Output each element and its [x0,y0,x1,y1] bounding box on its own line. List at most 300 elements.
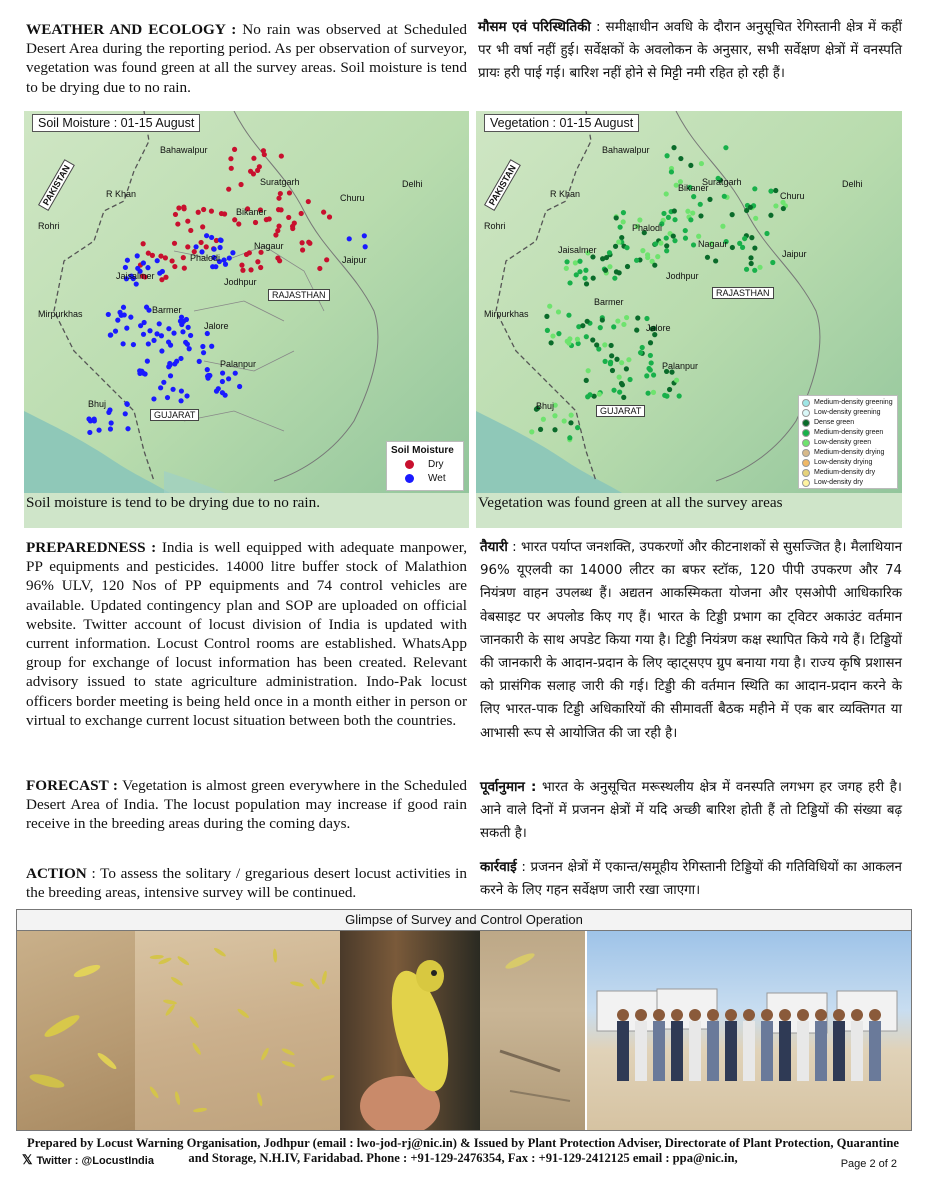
soil-sample-point [276,196,281,201]
veg-sample-point [564,259,569,264]
veg-sample-point [552,413,557,418]
soil-sample-point [300,247,305,252]
legend-dot-icon [802,479,810,487]
soil-sample-point [172,264,177,269]
photo-locusts-ground-1 [17,931,135,1130]
soil-sample-point [187,346,192,351]
veg-sample-point [698,202,703,207]
legend-dot-icon [802,459,810,467]
person-head-shape [653,1009,665,1021]
soil-sample-point [220,390,225,395]
soil-sample-point [166,364,171,369]
team-vehicles-illustration [587,931,911,1130]
person-shape [707,1021,719,1081]
veg-place-rkhan: R Khan [550,189,581,199]
veg-sample-point [607,250,612,255]
veg-sample-point [594,342,599,347]
veg-sample-point [621,210,626,215]
veg-sample-point [662,393,667,398]
soil-sample-point [217,245,222,250]
place-jodhpur: Jodhpur [224,277,257,287]
veg-sample-point [609,343,614,348]
soil-sample-point [109,420,114,425]
action-en [26,864,467,902]
soil-sample-point [155,258,160,263]
place-rohri: Rohri [38,221,60,231]
soil-sample-point [193,244,198,249]
soil-sample-point [204,233,209,238]
preparedness-text-hi: : भारत पर्याप्त जनशक्ति, उपकरणों और कीटनाशकों से सुसज्जित है। मैलाथियान 96% यूएलवी का 14000 लीटर का बफर स्टॉक, 120 पीपी उपकरण और 74 नियंत्रण वाहन उपलब्ध हैं। अद्यतन आकस्मिकता योजना और एसओपी आधिकारिक वेबसाइट पर अपलोड किए गए हैं। भारत के टिड्डी प्रभाग का ट्विटर अकाउंट वर्तमान जानकारी के साथ अपडेट किया गया है। टिड्डी नियंत्रण कक्ष स्थापित किये गये हैं। टिड्डियों की जानकारी के आदान-प्रदान के लिए व्हाट्सएप ग्रुप बनाया गया है। राज्य कृषि प्रशासन को प्रासंगिक सलाह जारी की गई। टिड्डी की वर्तमान स्थिति का आदान-प्रदान करने के लिए भारत-पाक टिड्डी अधिकारियों की सीमावर्ती बैठक महीने में एक बार व्यक्तिगत या आभासी रूप से आयोजित की जा रही है। [480,540,902,741]
soil-sample-point [216,386,221,391]
soil-sample-point [172,361,177,366]
locust-shape [193,1107,207,1113]
soil-sample-point [170,387,175,392]
soil-sample-point [363,244,368,249]
veg-sample-point [753,216,758,221]
soil-sample-point [317,266,322,271]
veg-sample-point [611,388,616,393]
soil-sample-point [171,331,176,336]
soil-sample-point [239,262,244,267]
legend-dot-icon [802,409,810,417]
veg-sample-point [635,315,640,320]
soil-sample-point [321,210,326,215]
veg-sample-point [591,276,596,281]
soil-sample-point [200,344,205,349]
locust-shape [260,1047,270,1061]
soil-sample-point [201,350,206,355]
veg-sample-point [770,260,775,265]
soil-sample-point [324,257,329,262]
soil-sample-point [125,258,130,263]
veg-sample-point [691,194,696,199]
person-head-shape [617,1009,629,1021]
veg-legend-item [802,438,894,448]
twitter-handle[interactable] [22,1152,154,1168]
veg-sample-point [615,318,620,323]
veg-sample-point [748,205,753,210]
soil-sample-point [205,331,210,336]
soil-sample-point [188,333,193,338]
soil-sample-point [163,255,168,260]
soil-sample-point [277,258,282,263]
veg-sample-point [577,269,582,274]
person-shape [797,1021,809,1081]
veg-sample-point [773,188,778,193]
soil-sample-point [276,224,281,229]
veg-legend [798,395,898,489]
veg-place-rohri: Rohri [484,221,506,231]
veg-sample-point [749,235,754,240]
place-gujarat: GUJARAT [150,409,199,421]
veg-legend-label: Low-density drying [814,459,873,466]
soil-sample-point [106,410,111,415]
locust-shape [320,1074,335,1082]
soil-sample-point [255,259,260,264]
veg-sample-point [590,254,595,259]
veg-sample-point [730,212,735,217]
soil-sample-point [121,305,126,310]
soil-sample-point [221,257,226,262]
veg-sample-point [566,313,571,318]
place-churu: Churu [340,193,365,203]
soil-sample-point [172,241,177,246]
soil-sample-point [88,418,93,423]
soil-sample-point [173,212,178,217]
soil-sample-point [236,221,241,226]
action-heading-en: ACTION [26,865,87,882]
veg-sample-point [552,427,557,432]
veg-sample-point [651,372,656,377]
soil-sample-point [201,207,206,212]
veg-sample-point [707,197,712,202]
veg-sample-point [752,186,757,191]
veg-place-palanpur: Palanpur [662,361,699,371]
veg-sample-point [634,258,639,263]
veg-sample-point [645,391,650,396]
soil-map-title: Soil Moisture : 01-15 August [32,114,200,132]
soil-legend [386,441,464,491]
weather-hi [478,16,902,86]
veg-sample-point [678,156,683,161]
veg-sample-point [720,224,725,229]
place-jalore: Jalore [204,321,229,331]
soil-sample-point [188,228,193,233]
veg-sample-point [607,264,612,269]
preparedness-text-en: India is well equipped with adequate manpower, PP equipments and pesticides. 14000 litre buffer stock of Malathion 96% ULV, 120 Nos of PP equipments and 74 control vehicles are available. Updated contingency plan and SOP are uploaded on official website. Twitter account of locust division of India is updated with current information. Locust Control rooms are established. WhatsApp group for exchange of locust information has been created. Relevant advisory issued to state agriculture administration. Indo-Pak locust officers border meeting is being held once in a month either in person or virtual to exchange current locust situation between both the countries. [26,539,467,729]
sand-locust-illustration [480,931,585,1130]
veg-sample-point [664,243,669,248]
veg-sample-point [653,241,658,246]
forecast-heading-hi: पूर्वानुमान : [480,780,537,795]
soil-sample-point [205,376,210,381]
soil-sample-point [240,268,245,273]
veg-sample-point [683,228,688,233]
veg-legend-item [802,468,894,478]
vegetation-map [476,111,902,528]
photo-locusts-sand [480,931,585,1130]
locust-swarm-illustration [135,931,340,1130]
soil-sample-point [179,315,184,320]
twitter-handle-text: Twitter : @LocustIndia [36,1155,154,1167]
veg-sample-point [619,235,624,240]
soil-sample-point [124,326,129,331]
forecast-en [26,776,467,834]
veg-sample-point [705,255,710,260]
veg-sample-point [764,231,769,236]
veg-sample-point [556,309,561,314]
veg-sample-point [748,255,753,260]
soil-sample-point [175,221,180,226]
veg-sample-point [677,393,682,398]
soil-sample-point [168,373,173,378]
veg-sample-point [644,373,649,378]
place-bahawalpur: Bahawalpur [160,145,208,155]
forecast-heading-en: FORECAST : [26,777,118,794]
veg-place-bhuj: Bhuj [536,401,555,411]
veg-legend-item [802,398,894,408]
legend-wet-label: Wet [428,473,446,484]
soil-sample-point [113,329,118,334]
veg-sample-point [567,280,572,285]
veg-sample-point [614,269,619,274]
veg-legend-item [802,458,894,468]
veg-sample-point [610,368,615,373]
legend-dot-icon [802,419,810,427]
dry-dot-icon [405,460,414,469]
veg-sample-point [749,261,754,266]
veg-sample-point [621,322,626,327]
soil-sample-point [158,253,163,258]
veg-sample-point [672,217,677,222]
veg-sample-point [608,361,613,366]
legend-dry [391,459,459,470]
veg-sample-point [584,334,589,339]
locust-illustration-1 [17,931,135,1130]
soil-legend-title: Soil Moisture [391,445,454,456]
veg-sample-point [616,239,621,244]
locust-shape [290,980,305,987]
legend-dot-icon [802,399,810,407]
place-bhuj: Bhuj [88,399,107,409]
soil-sample-point [232,147,237,152]
forecast-text-en: Vegetation is almost green everywhere in the Scheduled Desert Area of India. The locust population may increase if good rain receive in the breeding areas during the coming days. [26,777,467,833]
veg-sample-point [590,337,595,342]
soil-sample-point [141,241,146,246]
soil-sample-point [182,266,187,271]
veg-sample-point [545,328,550,333]
soil-sample-point [146,341,151,346]
veg-place-phalodi: Phalodi [632,223,663,233]
person-shape [671,1021,683,1081]
weather-text-en: No rain was observed at Scheduled Desert Area during the reporting period. As per observation of surveyor, vegetation was found green at all the survey areas. Soil moisture is tend to be drying due to no rain. [26,21,467,96]
legend-dot-icon [802,429,810,437]
veg-place-jalore: Jalore [646,323,671,333]
veg-sample-point [603,359,608,364]
veg-sample-point [620,382,625,387]
veg-sample-point [547,304,552,309]
soil-sample-point [258,265,263,270]
veg-sample-point [723,145,728,150]
soil-sample-point [200,224,205,229]
veg-place-barmer: Barmer [594,297,624,307]
photo-locusts-ground-2 [135,931,340,1130]
veg-sample-point [575,425,580,430]
survey-gallery [16,909,912,1131]
soil-sample-point [209,344,214,349]
weather-heading-hi: मौसम एवं परिस्थितिकी [478,20,591,35]
veg-legend-label: Low-density dry [814,479,864,486]
veg-sample-point [624,245,629,250]
legend-dot-icon [802,439,810,447]
veg-sample-point [742,236,747,241]
soil-sample-point [108,332,113,337]
veg-map-title: Vegetation : 01-15 August [484,114,639,132]
veg-legend-label: Medium-density dry [814,469,876,476]
person-shape [815,1021,827,1081]
veg-sample-point [637,217,642,222]
veg-sample-point [598,325,603,330]
veg-sample-point [757,265,762,270]
veg-map-caption: Vegetation was found green at all the survey areas [478,494,783,511]
soil-sample-point [204,244,209,249]
veg-sample-point [562,418,567,423]
soil-sample-point [178,356,183,361]
soil-sample-point [183,340,188,345]
soil-sample-point [125,426,130,431]
soil-sample-point [232,217,237,222]
soil-sample-point [179,388,184,393]
soil-sample-point [287,190,292,195]
veg-sample-point [609,353,614,358]
veg-sample-point [644,316,649,321]
soil-sample-point [165,395,170,400]
soil-sample-point [237,384,242,389]
veg-sample-point [583,268,588,273]
veg-sample-point [768,213,773,218]
soil-sample-point [233,371,238,376]
person-head-shape [761,1009,773,1021]
soil-sample-point [144,305,149,310]
soil-sample-point [186,325,191,330]
locust-shape [191,1042,202,1056]
veg-sample-point [619,360,624,365]
soil-sample-point [87,430,92,435]
preparedness-heading-en: PREPAREDNESS : [26,539,157,556]
soil-sample-point [141,260,146,265]
veg-sample-point [672,208,677,213]
soil-sample-point [96,428,101,433]
soil-sample-point [347,236,352,241]
veg-legend-label: Dense green [814,419,855,426]
person-head-shape [671,1009,683,1021]
veg-place-nagaur: Nagaur [698,239,728,249]
veg-sample-point [602,342,607,347]
soil-sample-point [146,251,151,256]
soil-sample-point [226,376,231,381]
person-head-shape [815,1009,827,1021]
locust-shape [256,1092,263,1107]
locust-shape [213,947,227,958]
soil-sample-point [117,310,122,315]
veg-place-delhi: Delhi [842,179,863,189]
action-hi [480,856,902,902]
soil-sample-point [228,156,233,161]
place-suratgarh: Suratgarh [260,177,300,187]
veg-sample-point [671,233,676,238]
veg-sample-point [621,219,626,224]
legend-dry-label: Dry [428,459,444,470]
veg-sample-point [658,241,663,246]
veg-sample-point [781,206,786,211]
gallery-title: Glimpse of Survey and Control Operation [17,910,911,931]
veg-sample-point [730,245,735,250]
soil-sample-point [134,281,139,286]
veg-place-pakistan: PAKISTAN [484,159,521,211]
veg-sample-point [768,189,773,194]
veg-place-gujarat: GUJARAT [596,405,645,417]
soil-sample-point [176,205,181,210]
place-jaipur: Jaipur [342,255,367,265]
veg-sample-point [661,211,666,216]
veg-sample-point [664,235,669,240]
veg-sample-point [564,266,569,271]
person-head-shape [707,1009,719,1021]
soil-sample-point [135,253,140,258]
person-head-shape [725,1009,737,1021]
legend-dot-icon [802,469,810,477]
wet-dot-icon [405,474,414,483]
veg-place-jodhpur: Jodhpur [666,271,699,281]
veg-sample-point [669,169,674,174]
veg-place-bikaner: Bikaner [678,183,709,193]
soil-sample-point [166,326,171,331]
veg-sample-point [584,378,589,383]
person-shape [851,1021,863,1081]
veg-sample-point [624,315,629,320]
preparedness-hi [480,536,902,745]
soil-sample-point [306,199,311,204]
soil-sample-point [151,396,156,401]
veg-sample-point [612,276,617,281]
veg-sample-point [690,210,695,215]
soil-sample-point [255,168,260,173]
soil-sample-point [219,211,224,216]
veg-sample-point [752,245,757,250]
veg-sample-point [529,429,534,434]
forecast-text-hi: भारत के अनुसूचित मरूस्थलीय क्षेत्र में वनस्पति लगभग हर जगह हरी है। आने वाले दिनों में प्रजनन क्षेत्रों में यदि अच्छी बारिश होती हैं तो टिड्डियों की संख्या बढ़ सकती है। [480,780,902,842]
soil-sample-point [306,240,311,245]
soil-sample-point [220,379,225,384]
action-text-hi: : प्रजनन क्षेत्रों में एकान्त/समूहीय रेगिस्तानी टिड्डियों की गतिविधियों का आकलन करने के लिए गहन सर्वेक्षण जारी रखा जाएगा। [480,860,902,899]
soil-sample-point [123,265,128,270]
soil-sample-point [220,370,225,375]
soil-sample-point [251,156,256,161]
veg-sample-point [603,268,608,273]
soil-sample-point [161,380,166,385]
person-shape [779,1021,791,1081]
soil-sample-point [264,217,269,222]
person-shape [617,1021,629,1081]
soil-sample-point [278,191,283,196]
veg-legend-item [802,408,894,418]
soil-sample-point [147,328,152,333]
soil-sample-point [159,277,164,282]
veg-sample-point [699,161,704,166]
veg-sample-point [538,427,543,432]
veg-sample-point [645,252,650,257]
veg-sample-point [614,215,619,220]
person-head-shape [743,1009,755,1021]
veg-legend-label: Medium-density greening [814,399,893,406]
veg-sample-point [664,248,669,253]
weather-text-hi: : समीक्षाधीन अवधि के दौरान अनुसूचित रेगिस्तानी क्षेत्र में कहीं पर भी वर्षा नहीं हुई। सर्वेक्षकों के अवलोकन के अनुसार, सभी सर्वेक्षण क्षेत्रों में वनस्पति प्रायः हरी पाई गई। बारिश नहीं होने से मिट्टी नमी रहित हो रही हैं। [478,20,902,82]
veg-legend-label: Medium-density green [814,429,884,436]
soil-sample-point [230,250,235,255]
veg-sample-point [713,258,718,263]
soil-sample-point [128,315,133,320]
veg-place-rajasthan: RAJASTHAN [712,287,774,299]
veg-sample-point [556,331,561,336]
place-jaisalmer: Jaisalmer [116,271,155,281]
veg-sample-point [600,256,605,261]
veg-sample-point [550,333,555,338]
soil-sample-point [238,182,243,187]
soil-sample-point [244,252,249,257]
veg-place-jaisalmer: Jaisalmer [558,245,597,255]
soil-sample-point [151,338,156,343]
soil-sample-point [125,402,130,407]
